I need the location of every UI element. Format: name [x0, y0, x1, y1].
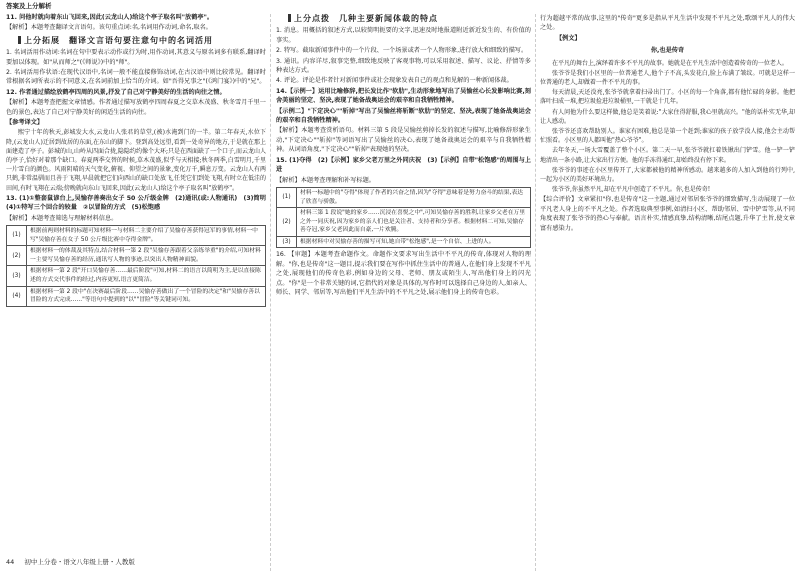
answer-14-ex2: 【示例二】"下定决心""斩掉"写出了吴愉丝将斩断"软肋"的坚定、坚决,表现了她备战奥运会的艰辛和自我牺牲精神。 — [276, 107, 531, 125]
essay-para: 张爷爷的事迹在小区里传开了,大家都被他的精神所感动。越来越多的人加入到他的行列中,一起为小区的美好环境出力。 — [540, 166, 795, 184]
answer-11: 11. 问他时就向着东山飞回来,因此(云龙山人)给这个亭子取名叫"放鹤亭"。 — [6, 14, 214, 21]
example-tag: 【例文】 — [556, 34, 581, 42]
review: 【综合评价】文章紧扣"你,也是传奇"这一主题,通过对邻居张爷爷的细致描写,生动展现了一位平凡老人身上的不平凡之处。作者选取典型事例,如清扫小区、帮助邻居、雪中铲雪等,从不同角度表现了张爷爷的热心与奉献。语言朴实,情感真挚,结构清晰,结尾点题,升华了主旨,使文章富有感染力。 — [540, 196, 795, 232]
analysis-11: 【解析】本题考查翻译文言语句。该句重点词:名,名词用作动词,命名,取名。 — [6, 24, 212, 32]
point-2: 2. 特写。截取新闻事件中的一个片段、一个场景或者一个人物形象,进行放大和细致的描写。 — [276, 47, 528, 55]
page-footer — [6, 558, 143, 567]
column-divider — [270, 14, 271, 571]
table-row: (1) 材料一标题中的"夺得"体现了作者的兴奋之情,因为"夺得"意味着是努力奋斗的结果,表达了欣喜与骄傲。 — [277, 187, 531, 207]
left-column — [6, 0, 273, 309]
essay-para: 张爷爷还喜欢帮助别人。谁家有困难,他总是第一个赶到;谁家的孩子放学没人接,他会主动帮忙照看。小区里的人都叫他"热心爷爷"。 — [540, 128, 795, 145]
middle-column — [276, 0, 531, 299]
page-header: 答案及上分解析 — [6, 2, 52, 10]
answer-13: 13. (1)①整套鼠谚台上,吴愉存善奏出女子 50 公斤级金牌 (2)通讯(或:人物通讯) (3)简明 (4)①特写三个回合的较量 ②以冒险的方式 (5)松饱感 — [6, 194, 273, 212]
point-3: 3. 通讯。内容详尽,叙事完整,细致地反映了客观事物,可以采用叙述、描写、议论、抒情等多种表达方式。 — [276, 57, 531, 75]
table-row: (4) 根据材料一第 2 段中"在决赛最后阶段……吴愉存善做出了一个冒险的决定"和"吴愉存善以冒险的方式完成……"等语句中提到的"以""冒险"等关键词可知。 — [7, 286, 266, 306]
q16-continued: 行为超越平常的故事,这里的"传奇"更多是指从平凡生活中发现不平凡之处,歌颂平凡人的伟大之处。 — [540, 15, 795, 32]
analysis-14: 【解析】本题考查赏析语句。材料三第 5 段是吴愉丝剪掉长发的叙述与描写,比喻修辞形象生动,"下定决心""斩掉"等词语写出了吴愉丝的决心,表现了她备战奥运会的艰辛与自我牺牲精神。从词语角度,"下定决心""斩掉"表现她的坚决。 — [276, 127, 531, 154]
point-1: 1. 消息。用概括的叙述方式,以较简明扼要的文字,迅速及时地报道附近新近发生的、有价值的事实。 — [276, 27, 531, 44]
answer-15: 15. (1)夺得 (2)【示例】家乡父老万里之外同庆祝 (3)【示例】自带"松饱感"的周围与上进 — [276, 156, 531, 174]
answer-12: 12. 作者通过描绘放鹤亭四周的风景,抒发了自己对宁静美好的生活的向往之情。 — [6, 88, 226, 96]
essay-para: 每天清晨,天还没亮,张爷爷就拿着扫帚出门了。小区的每一个角落,都有他忙碌的身影。他把落叶扫成一堆,把垃圾捡进垃圾桶里,一干就是十几年。 — [540, 89, 795, 106]
analysis-13: 【解析】本题考查筛选与理解材料信息。 — [6, 214, 118, 222]
analysis-15: 【解析】本题考查理解和补写标题。 — [276, 176, 375, 184]
table-row: (2) 根据材料一的体裁及其特点,结合材料一第 2 段"吴愉存善跟着父亲练举重"的介绍,可知材料一主要写吴愉存善的经历,通讯写人物的事迹,以突出人物精神面貌。 — [7, 246, 266, 266]
essay-para: 张爷爷,你虽然平凡,却在平凡中创造了不平凡。你,也是传奇! — [552, 186, 711, 194]
essay-para: 在平凡的舞台上,演绎着许多不平凡的故事。她就是在平凡生活中创造着传奇的一位老人。 — [552, 59, 788, 67]
table-row: (3) 根据材料中对吴愉存善的描写可知,她自带"松饱感",是一个自信、上进的人。 — [277, 236, 531, 248]
ext-item-2: 2. 名词活用作状语:在现代汉语中,名词一般不能直接修饰动词,在古汉语中则比较常见。翻译时常根据名词所表示的不同意义,在名词前加上恰当的介词。如"吾得兄事之"(《鸿门宴》)中的"兄"。 — [6, 69, 266, 86]
page-number: 44 — [6, 558, 15, 566]
answer-14-ex1: 14.【示例一】运用比喻修辞,把长发比作"软肋",生动形象地写出了吴愉丝心长发影响比赛,刻舍美丽的坚定、坚决,表现了她备战奥运会的艰辛和自我牺牲精神。 — [276, 87, 531, 105]
essay-para: 有人问他为什么要这样做,他总是笑着说:"大家住得舒服,我心里就高兴。"他的话朴实无华,却让人感动。 — [540, 108, 795, 125]
ref-translation: 熙宁十年的秋天,彭城发大水,云龙山人张君的草堂,(被)水淹到门的一半。第二年春天,水位下降,(云龙山人)迁居到故居的东面,在东山的脚下。登到高处远望,看到一处奇异的地方,于是就在那上面建造了亭子。彭城的山,山岭从四面合拢,隐隐约约像个大环;只是在西面缺了一个口子,而云龙山人的亭子,恰好对着那个缺口。春夏两季交替的时候,草木茂盛,似乎与天相接;秋冬两季,白雪明月,千里一片雪白的颜色。风雨阴晴的天气变化,俯视、仰望之间的景象,变化万千,瞬息万变。云龙山人有两只鹤,非常温驯而且善于飞翔,早晨就把它们向西山的缺口处放飞,任凭它们到处飞翔,有时立在低洼的田间,有时飞翔在云端;傍晚就向东山飞回来,因此(云龙山人)给这个亭子取名叫"放鹤亭"。 — [6, 129, 266, 192]
ref-title: 【参考译文】 — [6, 119, 44, 127]
section-heading-2: 上分点拨 几种主要新闻体裁的特点 — [288, 14, 531, 23]
section-bar-icon — [288, 14, 291, 22]
section-heading: 上分拓展 翻译文言语句要注意句中的名词活用 — [18, 36, 266, 45]
analysis-table-15 — [276, 187, 531, 249]
point-4: 4. 评论。评论是作者针对新闻事件或社会现象发表自己的观点和见解的一种新闻体裁。 — [276, 77, 513, 85]
section-bar-icon — [18, 36, 21, 44]
analysis-12: 【解析】本题考查把握文章情感。作者通过描写放鹤亭四周春夏之交草木茂盛、秋冬雪月千里一色的景色,表达了自己对宁静美好的闲适生活的向往。 — [6, 99, 266, 116]
analysis-table-13 — [6, 225, 266, 307]
ext-item-1: 1. 名词活用作动词:名词在句中要表示动作或行为时,用作动词,其意义与原名词多有联系,翻译时要加以体现。如"从而师之"(《师说》)中的"师"。 — [6, 49, 266, 66]
essay-title: 你,也是传奇 — [650, 47, 685, 55]
essay-para: 去年冬天,一场大雪覆盖了整个小区。第二天一早,张爷爷就扛着铁锹出门铲雪。他一铲一铲地清出一条小路,让大家出行方便。他的手冻得通红,却始终没有停下来。 — [540, 147, 795, 164]
book-title: 初中上分卷・语文八年级上册・人教版 — [24, 558, 135, 566]
essay-para: 张爷爷是我们小区里的一位普通老人,他个子不高,头发花白,脸上布满了皱纹。可就是这样一位普通的老人,却做着一件不平凡的事。 — [540, 69, 795, 87]
table-row: (3) 根据材料一第 2 段"开口吴愉存善……最后阶段"可知,材料二的语言以简明为主,是以直接陈述的方式交代事件的经过,内容更短,语言更简洁。 — [7, 266, 266, 286]
table-row: (2) 材料三第 1 段说"她的家乡……沉浸在喜悦之中",可知吴愉存善的胜利,让家乡父老在万里之外一同庆祝,因为家乡的亲人们也是关注者、支持者和分享者。根据材料二可知,吴愉存善夺冠,家乡父老因此而自豪,一片欢腾。 — [277, 208, 531, 237]
right-column — [540, 0, 795, 234]
table-row: (1) 根据前两则材料的标题可知材料一与材料二主要介绍了吴愉存善获得冠军的事情,材料一中写"吴愉存善在女子 50 公斤级比赛中夺得金牌"。 — [7, 226, 266, 246]
column-divider — [535, 14, 536, 571]
answer-16: 16. 【审题】本题考查命题作文。命题作文要求写出生活中不平凡的传奇,体现对人物的理解。"你,也是传奇"这一题目,提示我们要在写作中抓住生活中的普通人,在他们身上发现不平凡之处,展现他们的传奇色彩,例如身边的父母、老师、朋友或陌生人,写出他们身上的闪光点。"你"是一个非常关键的词,它指代的对象是具体的,写作时可以选择自己身边的人,如亲人、师长、同学、邻居等,写出他们平凡生活中的不平凡之处,展示他们身上的传奇色彩。 — [276, 251, 531, 297]
